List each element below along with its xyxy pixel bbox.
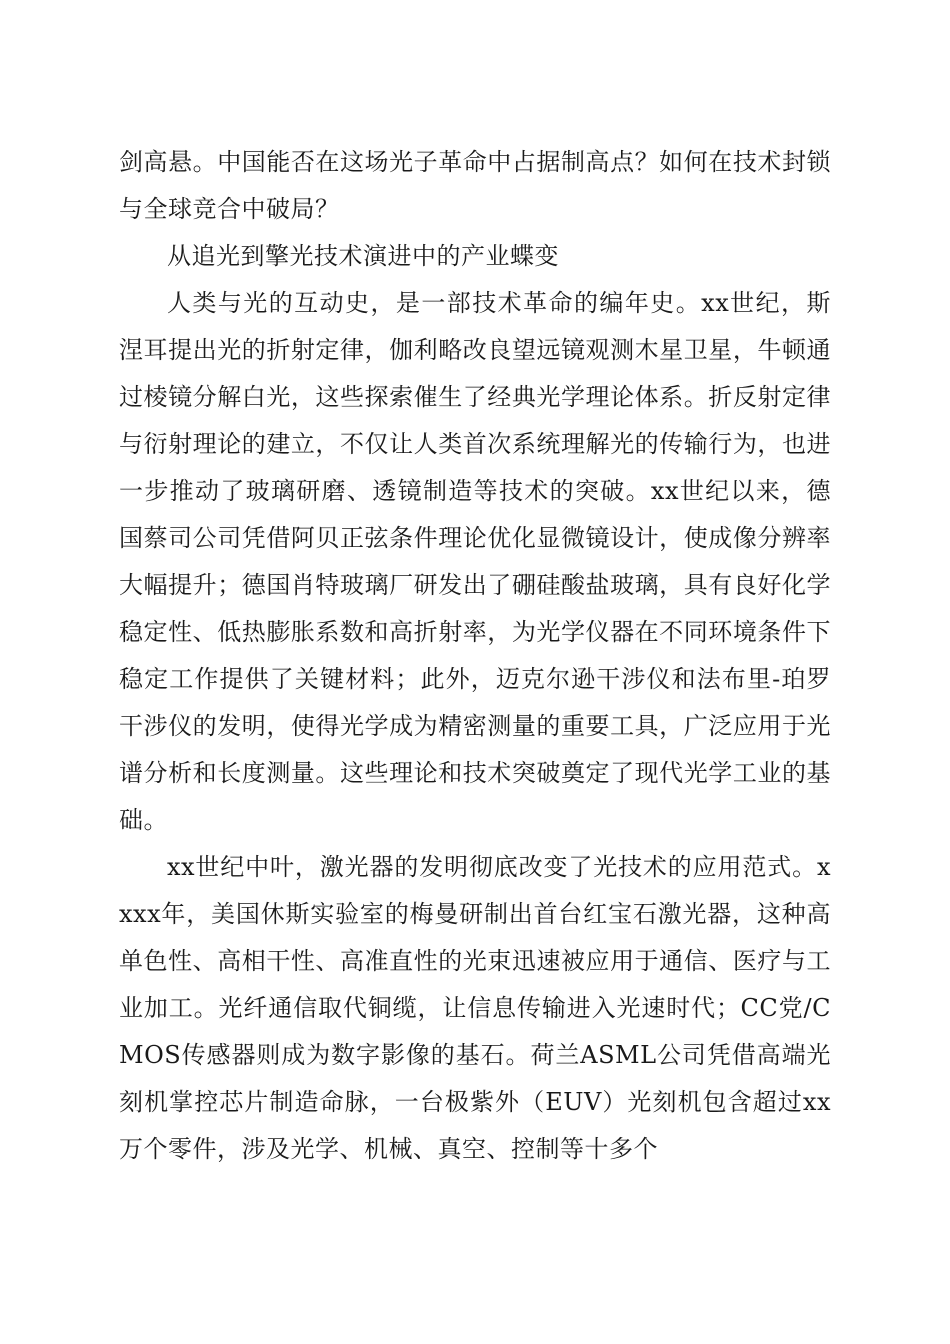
paragraph-intro-continuation: 剑高悬。中国能否在这场光子革命中占据制高点？如何在技术封锁与全球竞合中破局？: [119, 148, 831, 223]
section-heading: 从追光到擎光技术演进中的产业蝶变: [167, 242, 559, 270]
document-body: [119, 139, 831, 1173]
paragraph-laser-era: xx世纪中叶，激光器的发明彻底改变了光技术的应用范式。xxxx年，美国休斯实验室的梅曼研制出首台红宝石激光器，这种高单色性、高相干性、高准直性的光束迅速被应用于通信、医疗与工业加工。光纤通信取代铜缆，让信息传输进入光速时代；CC党/CMOS传感器则成为数字影像的基石。荷兰ASML公司凭借高端光刻机掌控芯片制造命脉，一台极紫外（EUV）光刻机包含超过xx万个零件，涉及光学、机械、真空、控制等十多个: [119, 853, 831, 1163]
paragraph-optics-history: 人类与光的互动史，是一部技术革命的编年史。xx世纪，斯涅耳提出光的折射定律，伽利略改良望远镜观测木星卫星，牛顿通过棱镜分解白光，这些探索催生了经典光学理论体系。折反射定律与衍射理论的建立，不仅让人类首次系统理解光的传输行为，也进一步推动了玻璃研磨、透镜制造等技术的突破。xx世纪以来，德国蔡司公司凭借阿贝正弦条件理论优化显微镜设计，使成像分辨率大幅提升；德国肖特玻璃厂研发出了硼硅酸盐玻璃，具有良好化学稳定性、低热膨胀系数和高折射率，为光学仪器在不同环境条件下稳定工作提供了关键材料；此外，迈克尔逊干涉仪和法布里-珀罗干涉仪的发明，使得光学成为精密测量的重要工具，广泛应用于光谱分析和长度测量。这些理论和技术突破奠定了现代光学工业的基础。: [119, 289, 831, 834]
